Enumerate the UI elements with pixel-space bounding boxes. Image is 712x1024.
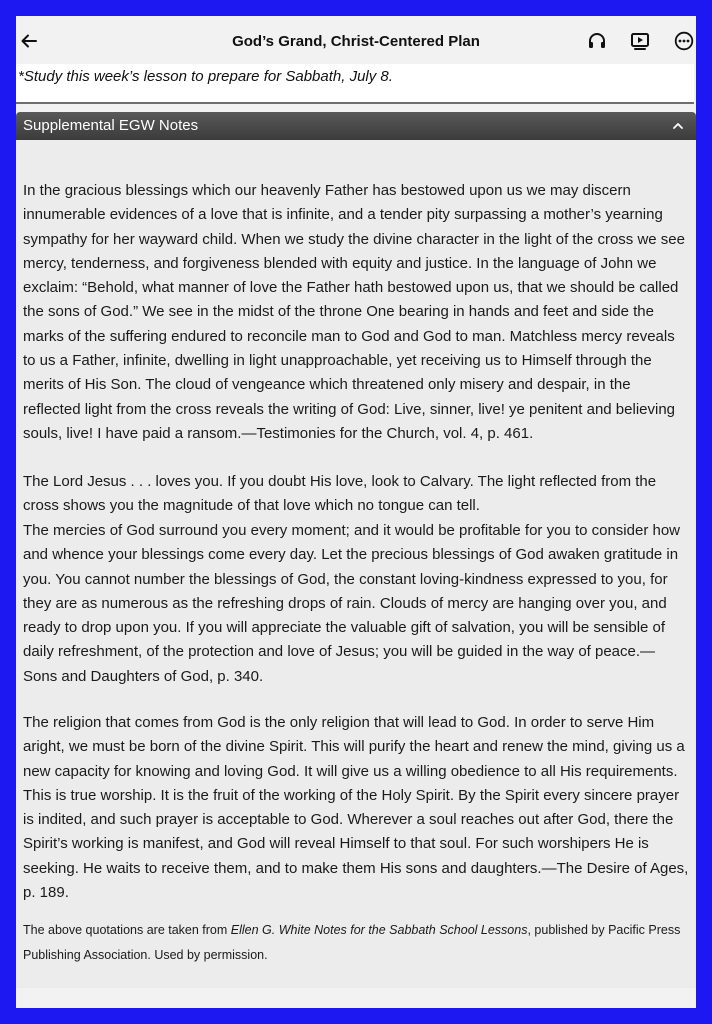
app-window [16, 16, 696, 1008]
book-title: Ellen G. White Notes for the Sabbath School Lessons [230, 923, 528, 937]
chevron-up-icon[interactable] [670, 118, 686, 134]
headphones-icon [587, 31, 607, 51]
egw-notes-header[interactable] [16, 112, 696, 140]
paragraph: In the gracious blessings which our heavenly Father has bestowed upon us we may discern innumerable evidences of a love that is infinite, and a tender pity surpassing a mother’s yearning sympathy for her wayward child. When we study the divine character in the light of the cross we see mercy, tenderness, and forgiveness blended with equity and justice. In the language of John we exclaim: “Behold, what manner of love the Father hath bestowed upon us, that we should be called the sons of God.” We see in the midst of the throne One bearing in hands and feet and side the marks of the suffering endured to reconcile man to God and God to man. Matchless mercy reveals to us a Father, infinite, dwelling in light unapproachable, yet receiving us to Himself through the merits of His Son. The cloud of vengeance which threatened only misery and despair, in the reflected light from the cross reveals the writing of God: Live, sinner, live! ye penitent and believing souls, live! I have paid a ransom.—Testimonies for the Church, vol. 4, p. 461. [23, 182, 685, 442]
app-bar [16, 16, 696, 64]
egw-notes-content [16, 140, 696, 988]
paragraph: The mercies of God surround you every moment; and it would be profitable for you to consider how and whence your blessings come every day. Let the precious blessings of God awaken gratitude in you. You cannot number the blessings of God, the constant loving-kindness expressed to you, for they are as numerous as the refreshing drops of rain. Clouds of mercy are hanging over you, and ready to drop upon you. If you will appreciate the valuable gift of salvation, you will be sensible of daily refreshment, of the protection and love of Jesus; you will be guided in the way of peace.—Sons and Daughters of God, p. 340. [23, 522, 681, 685]
note-suffix: , published by Pacific Press Publishing Association. Used by permission. [23, 923, 681, 962]
study-reminder: *Study this week’s lesson to prepare for Sabbath, July 8. [18, 68, 393, 85]
video-play-icon [630, 31, 650, 51]
video-button[interactable] [629, 30, 651, 52]
audio-button[interactable] [586, 30, 608, 52]
paragraph: The Lord Jesus . . . loves you. If you doubt His love, look to Calvary. The light reflected from the cross shows you the magnitude of that love which no tongue can tell. [23, 473, 657, 515]
note-prefix: The above quotations are taken from [23, 923, 231, 937]
paragraph: The religion that comes from God is the only religion that will lead to God. In order to serve Him aright, we must be born of the divine Spirit. This will purify the heart and renew the mind, giving us a new capacity for knowing and loving God. It will give us a willing obedience to all His requirements. This is true worship. It is the fruit of the working of the Holy Spirit. By the Spirit every sincere prayer is indited, and such prayer is acceptable to God. Wherever a soul reaches out after God, there the Spirit’s working is manifest, and God will reveal Himself to that soul. For such worshipers He is seeking. He waits to receive them, and to make them His sons and daughters.—The Desire of Ages, p. 189. [23, 714, 689, 902]
intro-note [16, 64, 694, 104]
page-title: God’s Grand, Christ-Centered Plan [232, 33, 480, 50]
panel-title: Supplemental EGW Notes [23, 117, 199, 134]
more-button[interactable] [673, 30, 695, 52]
bottom-strip [16, 988, 696, 1008]
more-icon [674, 31, 694, 51]
attribution-note [23, 918, 689, 968]
